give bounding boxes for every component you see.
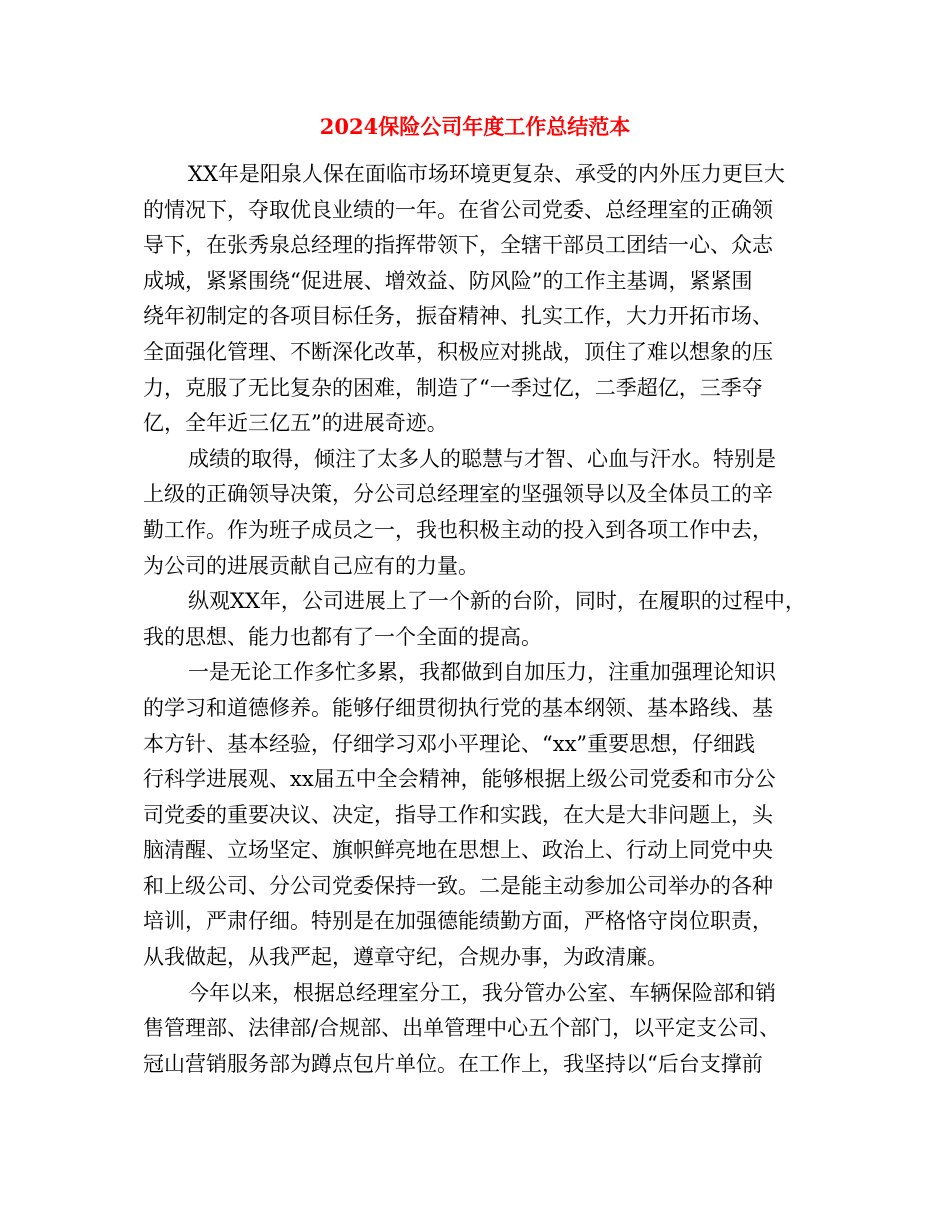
text-line: 纵观XX年，公司进展上了一个新的台阶，同时，在履职的过程中，: [188, 589, 806, 614]
text-line: XX年是阳泉人保在面临市场环境更复杂、承受的内外压力更巨大: [188, 162, 785, 186]
text-line: 成城，紧紧围绕“促进展、增效益、防风险”的工作主基调，紧紧围: [143, 268, 753, 293]
paragraph: [143, 157, 815, 442]
text-line: 导下，在张秀泉总经理的指挥带领下，全辖干部员工团结一心、众志: [143, 233, 773, 258]
text-line: 今年以来，根据总经理室分工，我分管办公室、车辆保险部和销: [188, 980, 776, 1005]
text-line: 亿，全年近三亿五”的进展奇迹。: [143, 411, 448, 436]
text-line: 为公司的进展贡献自己应有的力量。: [143, 553, 479, 578]
text-line: 的学习和道德修养。能够仔细贯彻执行党的基本纲领、基本路线、基: [143, 695, 773, 720]
document-title: 2024保险公司年度工作总结范本: [319, 114, 631, 139]
text-line: 和上级公司、分公司党委保持一致。二是能主动参加公司举办的各种: [143, 873, 773, 898]
paragraph: [143, 655, 815, 975]
text-line: 上级的正确领导决策，分公司总经理室的坚强领导以及全体员工的辛: [143, 482, 773, 507]
text-line: 本方针、基本经验，仔细学习邓小平理论、“xx”重要思想，仔细践: [143, 731, 756, 756]
text-line: 脑清醒、立场坚定、旗帜鲜亮地在思想上、政治上、行动上同党中央: [143, 838, 773, 863]
text-line: 司党委的重要决议、决定，指导工作和实践，在大是大非问题上，头: [143, 802, 773, 827]
text-line: 力，克服了无比复杂的困难，制造了“一季过亿，二季超亿，三季夺: [143, 375, 763, 400]
text-line: 售管理部、法律部/合规部、出单管理中心五个部门，以平定支公司、: [143, 1016, 781, 1041]
paragraph: [143, 976, 815, 1083]
text-line: 一是无论工作多忙多累，我都做到自加压力，注重加强理论知识: [188, 660, 776, 685]
text-line: 的情况下，夺取优良业绩的一年。在省公司党委、总经理室的正确领: [143, 197, 773, 222]
text-line: 成绩的取得，倾注了太多人的聪慧与才智、心血与汗水。特别是: [188, 446, 776, 471]
text-line: 从我做起，从我严起，遵章守纪，合规办事，为政清廉。: [143, 945, 668, 970]
text-line: 我的思想、能力也都有了一个全面的提高。: [143, 624, 542, 649]
text-line: 行科学进展观、xx届五中全会精神，能够根据上级公司党委和市分公: [143, 767, 776, 792]
text-line: 全面强化管理、不断深化改革，积极应对挑战，顶住了难以想象的压: [143, 339, 773, 364]
text-line: 绕年初制定的各项目标任务，振奋精神、扎实工作，大力开拓市场、: [143, 304, 773, 329]
text-line: 冠山营销服务部为蹲点包片单位。在工作上，我坚持以“后台支撑前: [143, 1051, 763, 1076]
paragraph: [143, 584, 815, 655]
text-line: 培训，严肃仔细。特别是在加强德能绩勤方面，严格恪守岗位职责，: [143, 909, 773, 934]
document-body: [143, 157, 815, 1082]
text-line: 勤工作。作为班子成员之一，我也积极主动的投入到各项工作中去，: [143, 517, 773, 542]
paragraph: [143, 442, 815, 584]
